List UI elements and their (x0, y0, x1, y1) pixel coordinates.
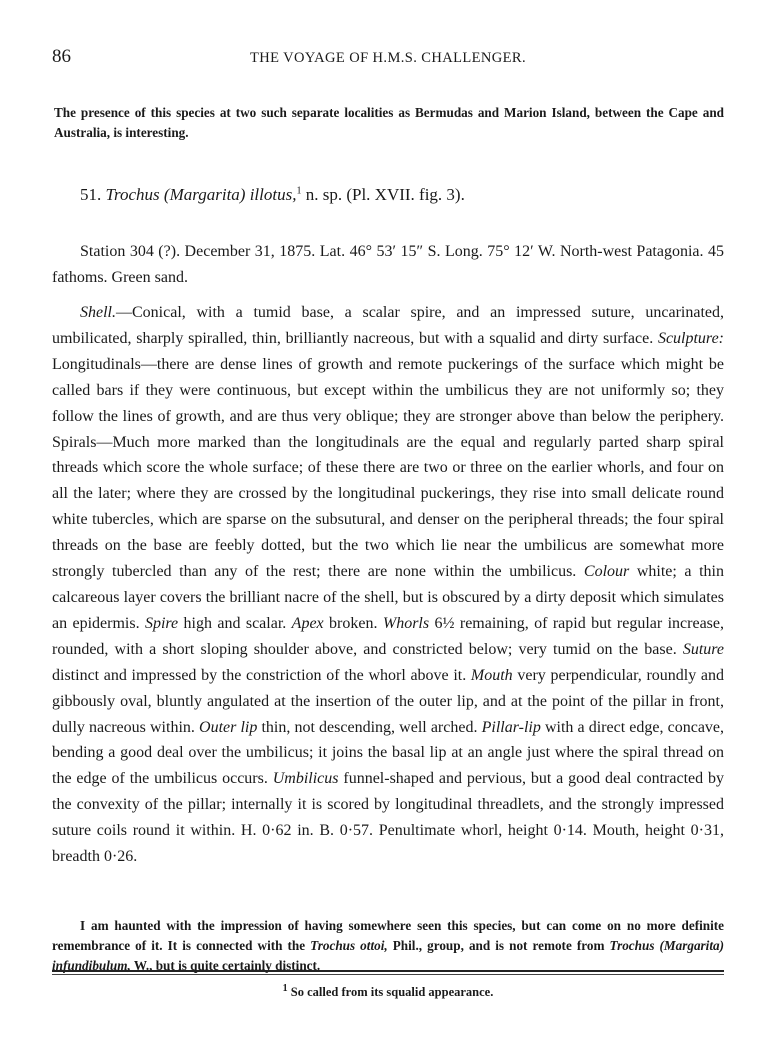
desc-label: Colour (583, 563, 630, 581)
desc-text: broken. (323, 614, 383, 632)
desc-text: high and scalar. (178, 614, 292, 632)
desc-label: Apex (291, 614, 324, 632)
desc-text: very perpendicular, roundly and gibbously oval, bluntly angulated at the insertion of the outer lip, and at the point of the pillar in front, dully nacreous within. (52, 666, 725, 736)
intro-note: The presence of this species at two such separate localities as Bermudas and Marion Island, between the Cape and Australia, is interesting. (54, 105, 724, 141)
desc-text: Longitudinals—there are dense lines of growth and remote puckerings of the surface which might be called bars if they were continuous, but except within the umbilicus they are not uniformly so; they follow the lines of growth, and are thus very oblique; they are stronger above than below the periphery. Spirals—Much more marked than the longitudinals are the equal and regularly parted sharp spiral threads which score the whole surface; of these there are two or three on the earlier whorls, and four on all the later; where they are crossed by the longitudinal puckerings, they rise into small delicate round white tubercles, which are sparse on the subsutural, and denser on the peripheral threads; the four spiral threads on the base are feebly dotted, but the two which lie near the umbilicus are somewhat more strongly tubercled than any of the rest; there are none within the umbilicus. (52, 355, 724, 581)
species-genus: Trochus (105, 185, 160, 204)
desc-text: with a direct edge, concave, bending a good deal over the umbilicus; it joins the basal lip at an angle just where the spiral thread on the edge of the umbilicus occurs. (52, 718, 725, 788)
closing-note-text: I am haunted with the impression of having somewhere seen this species, but can come on no more definite remembrance of it. It is connected with the (52, 918, 724, 954)
species-reference: Trochus ottoi, (310, 938, 388, 954)
desc-label: Spire (144, 614, 179, 632)
desc-text: funnel-shaped and pervious, but a good deal contracted by the convexity of the pillar; internally it is scored by longitudinal threadlets, and the strongly impressed suture coils round it within. H. 0·62 in. B. 0·57. Penultimate whorl, height 0·14. Mouth, height 0·31, breadth 0·26. (52, 770, 724, 866)
footnote-rule (52, 970, 724, 972)
footnote-rule-thin (52, 974, 724, 975)
closing-note (52, 916, 724, 976)
footnote-text: So called from its squalid appearance. (287, 985, 494, 999)
running-title: THE VOYAGE OF H.M.S. CHALLENGER. (250, 50, 526, 66)
desc-label: Pillar-lip (481, 718, 541, 736)
station-line: Station 304 (?). December 31, 1875. Lat. 46° 53′ 15″ S. Long. 75° 12′ W. North-west Patagonia. 45 fathoms. Green sand. (52, 243, 724, 286)
footnote-number: 1 (282, 982, 288, 994)
page-number: 86 (52, 46, 71, 67)
desc-text: 6½ remaining, of rapid but regular increase, rounded, with a short sloping shoulder above, and constricted below; very tumid on the base. (52, 614, 725, 658)
species-rest: n. sp. (Pl. XVII. fig. 3). (301, 185, 465, 204)
footnote-mark: 1 (296, 185, 302, 197)
desc-label: Umbilicus (272, 770, 339, 788)
closing-note-text: W., but is quite certainly distinct. (130, 958, 321, 974)
shell-description (52, 300, 724, 870)
species-heading (80, 185, 465, 205)
desc-label: Sculpture: (657, 329, 724, 347)
closing-note-text: Phil., group, and is not remote from (387, 938, 610, 954)
desc-label: Suture (682, 640, 724, 658)
species-epithet: illotus, (249, 185, 297, 204)
species-reference: Trochus (Margarita) infundibulum, (52, 938, 725, 974)
desc-label: Whorls (382, 614, 430, 632)
desc-text: white; a thin calcareous layer covers the brilliant nacre of the shell, but is obscured by a dirty deposit which simulates an epidermis. (52, 563, 724, 632)
footnote (0, 982, 776, 1000)
desc-text: thin, not descending, well arched. (257, 718, 482, 736)
desc-label: Outer lip (199, 718, 258, 736)
desc-text: distinct and impressed by the constriction of the whorl above it. (52, 666, 471, 684)
species-number: 51. (80, 185, 102, 204)
desc-text: —Conical, with a tumid base, a scalar spire, and an impressed suture, uncarinated, umbilicated, sharply spiralled, thin, brilliantly nacreous, but with a squalid and dirty surface. (52, 304, 724, 347)
desc-label: Shell. (80, 304, 116, 321)
species-subgenus: (Margarita) (163, 185, 246, 204)
desc-label: Mouth (470, 666, 513, 684)
